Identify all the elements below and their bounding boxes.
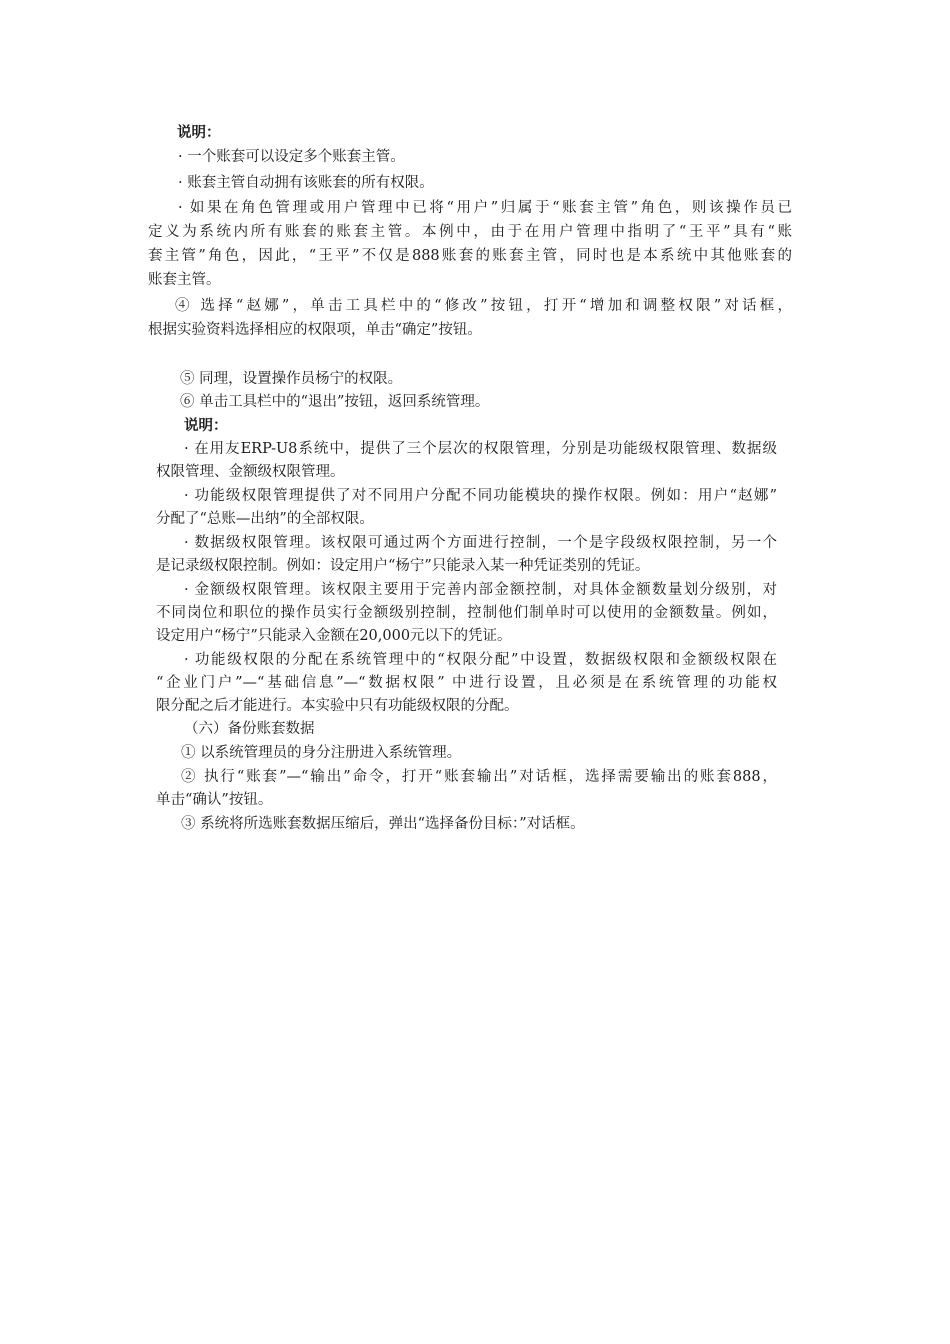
note-p4-line-2: 不同岗位和职位的操作员实行金额级别控制，控制他们制单时可以使用的金额数量。例如， [156,605,777,621]
note-heading-1: 说明： [177,124,221,141]
note-p5-line-3: 限分配之后才能进行。本实验中只有功能级权限的分配。 [156,698,519,714]
note-p2-line-1: · 功能级权限管理提供了对不同用户分配不同功能模块的操作权限。例如：用户“赵娜” [184,488,777,504]
note-bullet-3-line-2: 定义为系统内所有账套的账套主管。本例中，由于在用户管理中指明了“王平”具有“账 [148,224,792,240]
note-p5-line-1: · 功能级权限的分配在系统管理中的“权限分配”中设置，数据级权限和金额级权限在 [184,652,777,668]
step-4-line-2: 根据实验资料选择相应的权限项，单击“确定”按钮。 [148,322,482,338]
backup-step-1: ① 以系统管理员的身分注册进入系统管理。 [181,745,462,761]
note-p1-line-1: · 在用友ERP-U8系统中，提供了三个层次的权限管理，分别是功能级权限管理、数据级 [184,441,777,457]
backup-step-3: ③ 系统将所选账套数据压缩后，弹出“选择备份目标：”对话框。 [181,816,585,832]
note-p5-line-2: “企业门户”—“基础信息”—“数据权限” 中进行设置，且必须是在系统管理的功能权 [156,675,777,691]
note-bullet-3-line-3: 套主管”角色，因此，“王平”不仅是888账套的账套主管，同时也是本系统中其他账套的 [148,248,792,264]
note-p3-line-2: 是记录级权限控制。例如：设定用户“杨宁”只能录入某一种凭证类别的凭证。 [156,558,650,574]
note-bullet-3-line-1: · 如果在角色管理或用户管理中已将“用户”归属于“账套主管”角色，则该操作员已 [178,200,792,216]
note-p1-line-2: 权限管理、金额级权限管理。 [156,464,345,480]
note-p3-line-1: · 数据级权限管理。该权限可通过两个方面进行控制，一个是字段级权限控制，另一个 [184,535,777,551]
note-bullet-2: · 账套主管自动拥有该账套的所有权限。 [178,175,434,191]
note-bullet-1: · 一个账套可以设定多个账套主管。 [178,149,405,165]
note-p4-line-1: · 金额级权限管理。该权限主要用于完善内部金额控制，对具体金额数量划分级别，对 [184,582,777,598]
note-p2-line-2: 分配了“总账—出纳”的全部权限。 [156,511,374,527]
note-bullet-3-line-4: 账套主管。 [148,272,221,288]
step-5: ⑤ 同理，设置操作员杨宁的权限。 [180,371,403,387]
note-p4-line-3: 设定用户“杨宁”只能录入金额在20,000元以下的凭证。 [156,628,512,644]
step-6: ⑥ 单击工具栏中的“退出”按钮，返回系统管理。 [180,394,490,410]
section-6-heading: （六）备份账套数据 [184,721,315,737]
step-4-line-1: ④ 选择“赵娜”，单击工具栏中的“修改”按钮，打开“增加和调整权限”对话框， [175,298,792,314]
note-heading-2: 说明： [184,417,228,434]
backup-step-2-line-2: 单击“确认”按钮。 [156,792,273,808]
backup-step-2-line-1: ② 执行“账套”—“输出”命令，打开“账套输出”对话框，选择需要输出的账套888， [181,769,777,785]
